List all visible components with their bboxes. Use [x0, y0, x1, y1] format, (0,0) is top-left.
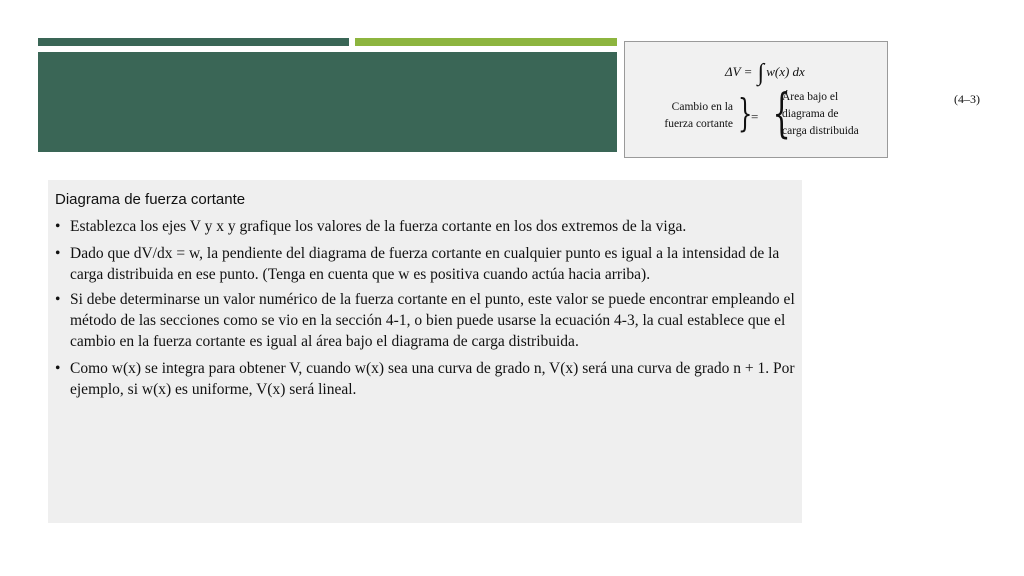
bullet-text: Establezca los ejes V y x y grafique los valores de la fuerza cortante en los dos extremos de la viga. — [70, 218, 687, 235]
left-brace-icon: { — [772, 84, 791, 144]
section-heading: Diagrama de fuerza cortante — [55, 191, 246, 208]
bullet-item — [55, 216, 797, 237]
bullet-icon: • — [55, 245, 61, 262]
bullet-icon: • — [55, 218, 61, 235]
formula-integral — [725, 56, 805, 86]
formula-equals: = — [751, 109, 759, 124]
formula-right-line3: carga distribuida — [782, 125, 859, 137]
formula-right-text — [782, 89, 859, 140]
bullet-text: Si debe determinarse un valor numérico de la fuerza cortante en el punto, este valor se puede encontrar empleando el método de las secciones como se vio en la sección 4-1, o bien puede usarse la ecuación 4-3, la cual establece que el cambio en la fuerza cortante es igual al área bajo el diagrama de carga distribuida. — [70, 291, 795, 350]
equation-number: (4–3) — [954, 92, 980, 106]
bullet-item — [55, 358, 797, 400]
bullet-item — [55, 289, 797, 352]
formula-rhs: w(x) dx — [766, 64, 805, 79]
formula-right-line2: diagrama de — [782, 108, 839, 120]
bullet-item — [55, 243, 797, 285]
header-bar-dark — [38, 38, 349, 46]
bullet-icon: • — [55, 360, 61, 377]
formula-lhs: ΔV = — [725, 64, 753, 79]
formula-left-line1: Cambio en la — [671, 101, 733, 113]
bullet-text: Dado que dV/dx = w, la pendiente del diagrama de fuerza cortante en cualquier punto es igual a la intensidad de la carga distribuida en ese punto. (Tenga en cuenta que w es positiva cuando actúa hacia arriba). — [70, 245, 780, 283]
formula-left-text — [629, 99, 733, 133]
bullet-list — [55, 216, 797, 406]
formula-left-line2: fuerza cortante — [664, 118, 733, 130]
title-block — [38, 52, 617, 152]
integral-symbol: ∫ — [757, 60, 765, 86]
header-bar-green — [355, 38, 617, 46]
right-brace-icon: } — [737, 91, 753, 135]
formula-right-line1: Área bajo el — [782, 91, 839, 103]
bullet-icon: • — [55, 291, 61, 308]
bullet-text: Como w(x) se integra para obtener V, cuando w(x) sea una curva de grado n, V(x) será una curva de grado n + 1. Por ejemplo, si w(x) es uniforme, V(x) será lineal. — [70, 360, 795, 398]
formula-box — [624, 41, 888, 158]
